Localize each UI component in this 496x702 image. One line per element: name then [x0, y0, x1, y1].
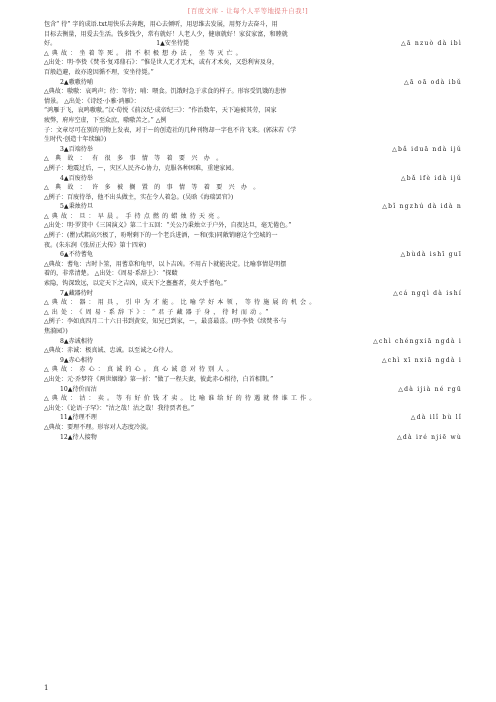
entry-line: “鸿雁于飞，哀鸣嗷嗷。”汉·荀悦《前汉纪·成帝纪三》：“作治数年，天下遍被其劳，国家 [44, 107, 277, 115]
entry-line: △典故：嗷嗷：哀鸣声；待：等待；哺：喂食。饥饿时急于求食的样子。形容受饥饿的悲惨 [44, 88, 287, 96]
entry-heading-left [60, 433, 97, 443]
entry-heading [44, 356, 462, 366]
entry-title: 5▲秉烛待旦 [60, 203, 93, 211]
entry-heading-left [60, 413, 97, 423]
entry-heading-left [60, 202, 93, 212]
entry-line: △典故：要理不理。形容对人态度冷淡。 [44, 423, 153, 431]
entry-heading-left [60, 78, 93, 88]
entry-title: 6▲不待蓍龟 [60, 251, 93, 259]
entry-line: △例子：百废待举，他不出头做主，实在令人着急。(吴晗《海瑞罢官》) [44, 193, 234, 201]
entry-heading [44, 337, 462, 347]
entry-line: △典故：器：用具，引申为才能。比喻学好本领，等待施展的机会。 [44, 299, 319, 307]
entry-line: △例子：李如真四月二十六日书到黄安，知兄已到家，～，最喜最喜。(明·李贽《续焚书·与 [44, 318, 287, 326]
entry-pinyin: △dà ilǐ bù lǐ [410, 414, 462, 422]
entry-heading [44, 289, 462, 299]
entry-heading-left [60, 250, 93, 260]
entry-heading [44, 250, 462, 260]
entry-heading [44, 174, 462, 184]
entry-heading [44, 202, 462, 212]
entry-line: 焦漪园》) [44, 328, 68, 335]
entry-pinyin: △ā oā odà ibǔ [403, 78, 462, 86]
entry-heading-left [60, 385, 97, 395]
entry-title: 7▲藏器待时 [60, 289, 93, 297]
entry-pinyin: △dà ijià né rgū [398, 385, 462, 393]
entry-line: 夜。(朱东润《张居正大传》第十四章) [44, 241, 147, 249]
intro-line: 目标去衡量，用爱去生活。钱多钱少，常有就好！人老人少，健康就好！家贫家富，和睦就 [44, 30, 288, 38]
entry-heading [44, 39, 462, 49]
entry-heading-left [60, 337, 93, 347]
entry-heading [44, 145, 462, 155]
entry-line: △典故：坐着等死。指不积极想办法，坐等灭亡。 [44, 49, 245, 57]
entry-pinyin: △ā nzuò dà ibì [401, 40, 462, 48]
entry-title: 9▲赤心相待 [60, 356, 93, 364]
entry-pinyin: △chì xī nxiā ngdà i [381, 356, 462, 364]
entry-title: 3▲百端待举 [60, 145, 93, 153]
entry-line: 索隐，钩深致远，以定天下之吉凶，成天下之亹亹者，莫大乎蓍龟。” [44, 280, 227, 288]
entry-heading [44, 433, 462, 443]
entry-pinyin: △bùdà ishī guī [400, 251, 462, 259]
entry-line: 子：文章尽可在别的刊物上发表，对于～的创造社的几种刊物却一字也不肯飞来。(郭沫若《学 [44, 126, 297, 134]
entry-title: 1▲安坐待毙 [156, 40, 190, 48]
header-banner: [百度文库 - 让每个人平等地提升自我!] [187, 7, 309, 15]
entry-line: 百般趋避，故亦逡因循不理，安坐待毙。” [44, 68, 154, 76]
entry-line: 生时代·创造十年续编》) [44, 136, 107, 144]
entry-heading-left [44, 39, 189, 49]
page-number: 1 [44, 684, 49, 692]
entry-title: 2▲嗷嗷待哺 [60, 78, 93, 86]
entry-heading-left [60, 289, 93, 299]
entry-heading-left [60, 174, 93, 184]
entry-title: 11▲待理不理 [60, 414, 97, 422]
entry-pinyin: △bǐ ngzhú dà idà n [382, 203, 462, 211]
entry-line: △出处：元·乔梦符《两世姻缘》第一折：“做了一程夫妻，彼此赤心相待，白首相期。” [44, 375, 274, 383]
entry-title: 10▲待价而沽 [60, 385, 97, 393]
entry-line: △典故：旦：早晨。手持点燃的蜡烛待天亮。 [44, 212, 227, 220]
entry-line: △典故：有很多事情等着要兴办。 [44, 155, 229, 163]
entry-line: △典故：沽：卖。等有好价钱才卖。比喻谁给好的待遇就替谁工作。 [44, 395, 319, 403]
entry-heading [44, 385, 462, 395]
entry-line: 情景。 △出处：《诗经·小雅·鸿雁》： [44, 97, 140, 105]
entry-line: △例子：地震过后，～，灾区人民齐心协力，克服各种困难，重建家园。 [44, 164, 238, 172]
entry-line: △例子：(瞿)式耜高兴极了，吩咐剩下的一个老兵进酒，～和(张)同敞销磨这个空城的一 [44, 232, 278, 240]
entry-line: △出处：《周易·系辞下》：“君子藏器于身，待时而动。” [44, 308, 272, 316]
intro-line: 包含“ 待” 字的成语.txt用快乐去奔跑，用心去倾听，用思维去发展，用努力去奋斗，用 [44, 21, 278, 28]
entry-pinyin: △chì chéngxiā ngdà i [373, 337, 462, 345]
entry-heading-left [60, 356, 93, 366]
entry-line: △出处：《论语·子罕》：“沽之哉！沽之哉！我待贾者也。” [44, 404, 194, 412]
entry-line: △典故：赤心：真诚的心。真心诚意对待别人。 [44, 366, 236, 374]
entry-pinyin: △cá ngqì dà ishí [393, 289, 462, 297]
entry-pinyin: △bǎ ifè idà ijǔ [400, 174, 462, 182]
document-body [44, 20, 462, 442]
entry-heading [44, 413, 462, 423]
entry-line: △出处：明·罗贯中《三国演义》第二十五回：“关公乃秉烛立于户外，自夜达旦，毫无倦色。” [44, 222, 292, 230]
entry-line: △典故：蓍龟：古时卜筮，用蓍草和龟甲，以卜吉凶。不用占卜就能决定。比喻事情是明摆 [44, 260, 287, 268]
entry-line: 着的，非常清楚。 △出处：《周易·系辞上》：“探赜 [44, 270, 178, 278]
entry-title: 8▲赤诚相待 [60, 337, 93, 345]
entry-pinyin: △bǎ iduā ndà ijǔ [392, 145, 462, 153]
entry-line: △典故：许多被搁置的事情等着要兴办。 [44, 184, 266, 192]
entry-heading-left [60, 145, 93, 155]
entry-pinyin: △dà iré njiē wù [396, 433, 462, 441]
entry-heading [44, 78, 462, 88]
entry-line: △典故：赤诚：极真诚、忠诚。以至诚之心待人。 [44, 347, 177, 355]
entry-title: 4▲百废待举 [60, 174, 93, 182]
entry-line: △出处：明·李贽《焚书·复邓鼎石》：“惟是世人无才无术，或有才术矣，又恐利害及身， [44, 59, 279, 67]
entry-line: 疲弊，府库空虚，下至众庶，嗷嗷苦之。” △例 [44, 116, 167, 124]
entry-prefix: 好。 [44, 40, 57, 48]
entry-title: 12▲待人接物 [60, 433, 97, 441]
